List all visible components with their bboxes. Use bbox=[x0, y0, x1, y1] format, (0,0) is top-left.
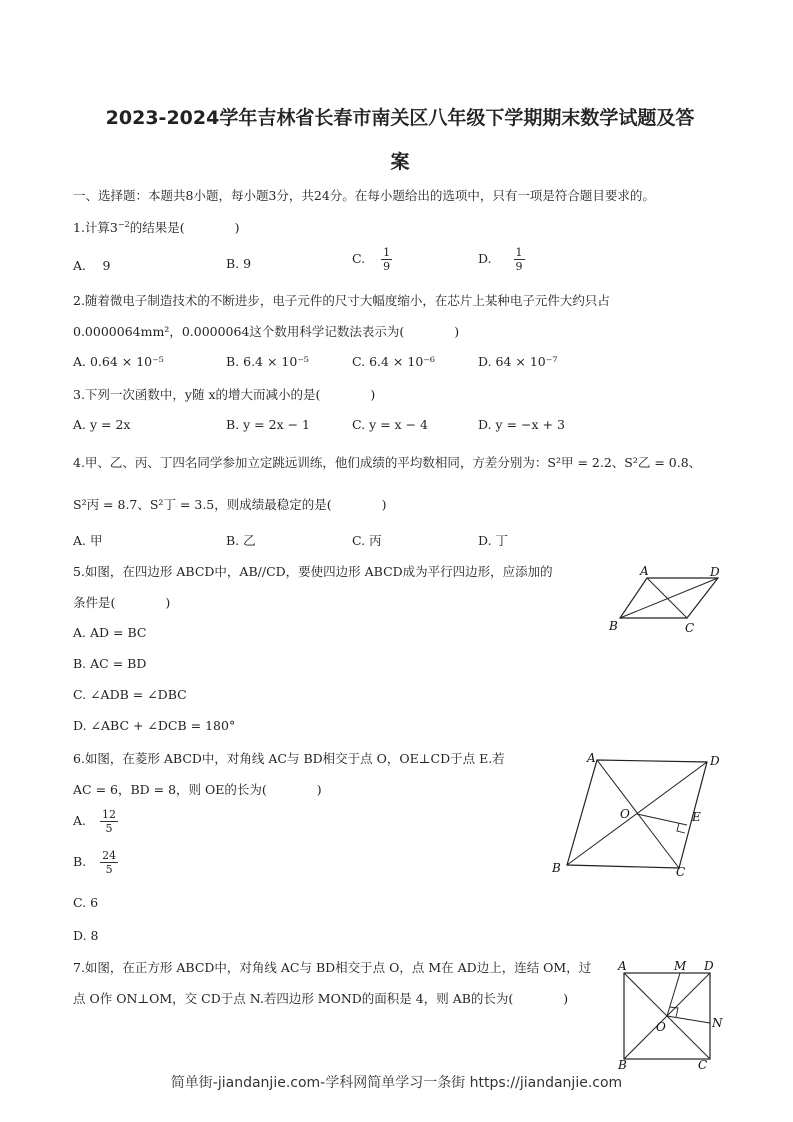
q7-label-m: M bbox=[674, 959, 687, 973]
q1-stem-post: 的结果是( ) bbox=[129, 220, 240, 235]
q4-line1: 4.甲、乙、丙、丁四名同学参加立定跳远训练，他们成绩的平均数相同，方差分别为：S²甲 = 2.2、S²乙 = 0.8、 bbox=[73, 455, 702, 470]
q6-b-den: 5 bbox=[105, 863, 113, 876]
q7-label-n: N bbox=[712, 1016, 723, 1030]
q1-option-d-fraction bbox=[514, 246, 525, 273]
q2-line2: 0.0000064mm²，0.0000064这个数用科学记数法表示为( ) bbox=[73, 324, 460, 339]
q1-option-d bbox=[478, 246, 525, 273]
q4-option-c: C. 丙 bbox=[352, 533, 382, 548]
q5-line1: 5.如图，在四边形 ABCD中，AB//CD，要使四边形 ABCD成为平行四边形，应添加的 bbox=[73, 564, 553, 579]
section-header: 一、选择题：本题共8小题，每小题3分，共24分。在每小题给出的选项中，只有一项是符合题目要求的。 bbox=[73, 188, 655, 203]
q7-label-c: C bbox=[698, 1058, 708, 1070]
q1-c-num: 1 bbox=[383, 246, 391, 259]
q6-diagonal-bd bbox=[567, 762, 707, 865]
q3-option-c: C. y = x − 4 bbox=[352, 417, 428, 432]
q6-a-num: 12 bbox=[102, 808, 116, 821]
q2-line1: 2.随着微电子制造技术的不断进步，电子元件的尺寸大幅度缩小，在芯片上某种电子元件大约只占 bbox=[73, 293, 610, 308]
q2-option-d: D. 64 × 10⁻⁷ bbox=[478, 354, 558, 369]
q7-label-d: D bbox=[704, 959, 714, 973]
q6-option-a bbox=[73, 808, 118, 835]
q1-option-c-label: C. bbox=[352, 251, 366, 266]
q5-label-d: D bbox=[710, 565, 720, 579]
q7-label-o: O bbox=[656, 1020, 666, 1034]
q7-line2: 点 O作 ON⊥OM，交 CD于点 N.若四边形 MOND的面积是 4，则 AB的长为( ) bbox=[73, 991, 569, 1006]
q6-label-d: D bbox=[710, 754, 720, 768]
q5-label-b: B bbox=[609, 619, 618, 633]
q1-stem bbox=[73, 218, 239, 236]
q1-d-den: 9 bbox=[515, 260, 523, 273]
q5-label-c: C bbox=[685, 621, 695, 635]
q4-option-d: D. 丁 bbox=[478, 533, 509, 548]
q1-d-num: 1 bbox=[515, 246, 523, 259]
q1-stem-sup: −2 bbox=[117, 219, 130, 229]
q1-option-c bbox=[352, 246, 392, 273]
q6-option-a-label: A. bbox=[73, 813, 87, 828]
q2-option-b: B. 6.4 × 10⁻⁵ bbox=[226, 354, 309, 369]
q6-label-b: B bbox=[552, 861, 561, 875]
q5-parallelogram-figure bbox=[600, 562, 730, 637]
page-title: 2023-2024学年吉林省长春市南关区八年级下学期期末数学试题及答 bbox=[105, 107, 695, 129]
q5-option-a: A. AD = BC bbox=[73, 625, 147, 640]
q6-option-b bbox=[73, 849, 118, 876]
q7-line1: 7.如图，在正方形 ABCD中，对角线 AC与 BD相交于点 O，点 M在 AD边上，连结 OM，过 bbox=[73, 960, 592, 975]
q6-line2: AC = 6，BD = 8，则 OE的长为( ) bbox=[73, 782, 322, 797]
q1-option-c-fraction bbox=[381, 246, 392, 273]
q5-diagonal-bd bbox=[620, 578, 718, 618]
q4-option-a: A. 甲 bbox=[73, 533, 103, 548]
page-footer: 简单街-jiandanjie.com-学科网简单学习一条街 https://jiandanjie.com bbox=[170, 1075, 623, 1091]
q6-option-a-fraction bbox=[100, 808, 118, 835]
q4-option-b: B. 乙 bbox=[226, 533, 256, 548]
q6-option-b-label: B. bbox=[73, 854, 87, 869]
q4-line2: S²丙 = 8.7、S²丁 = 3.5，则成绩最稳定的是( ) bbox=[73, 497, 387, 512]
q3-stem: 3.下列一次函数中，y随 x的增大而减小的是( ) bbox=[73, 387, 376, 402]
q5-label-a: A bbox=[640, 564, 649, 578]
q5-option-d: D. ∠ABC + ∠DCB = 180° bbox=[73, 718, 236, 733]
q3-option-a: A. y = 2x bbox=[73, 417, 131, 432]
q6-label-e: E bbox=[692, 810, 701, 824]
q5-option-c: C. ∠ADB = ∠DBC bbox=[73, 687, 187, 702]
q2-option-c: C. 6.4 × 10⁻⁶ bbox=[352, 354, 435, 369]
q6-label-o: O bbox=[620, 807, 630, 821]
q1-option-a: A. 9 bbox=[73, 258, 111, 273]
q6-line1: 6.如图，在菱形 ABCD中，对角线 AC与 BD相交于点 O，OE⊥CD于点 E.若 bbox=[73, 751, 505, 766]
page-title-continued: 案 bbox=[390, 151, 410, 173]
q3-option-b: B. y = 2x − 1 bbox=[226, 417, 310, 432]
q5-line2: 条件是( ) bbox=[73, 595, 171, 610]
q6-option-d: D. 8 bbox=[73, 928, 99, 943]
q7-square-figure bbox=[610, 955, 730, 1070]
q1-c-den: 9 bbox=[383, 260, 391, 273]
q6-rhombus-figure bbox=[545, 748, 725, 880]
q6-label-c: C bbox=[676, 865, 686, 879]
q1-option-d-label: D. bbox=[478, 251, 492, 266]
q6-option-b-fraction bbox=[100, 849, 118, 876]
q5-option-b: B. AC = BD bbox=[73, 656, 147, 671]
q1-option-b: B. 9 bbox=[226, 256, 252, 271]
q5-diagonal-ac bbox=[647, 578, 687, 618]
q6-label-a: A bbox=[587, 751, 596, 765]
q7-label-b: B bbox=[618, 1058, 627, 1070]
q2-option-a: A. 0.64 × 10⁻⁵ bbox=[73, 354, 164, 369]
q6-option-c: C. 6 bbox=[73, 895, 99, 910]
q7-label-a: A bbox=[618, 959, 627, 973]
q6-a-den: 5 bbox=[105, 822, 113, 835]
q3-option-d: D. y = −x + 3 bbox=[478, 417, 565, 432]
q1-stem-pre: 1.计算3 bbox=[73, 220, 118, 235]
q6-b-num: 24 bbox=[102, 849, 117, 862]
